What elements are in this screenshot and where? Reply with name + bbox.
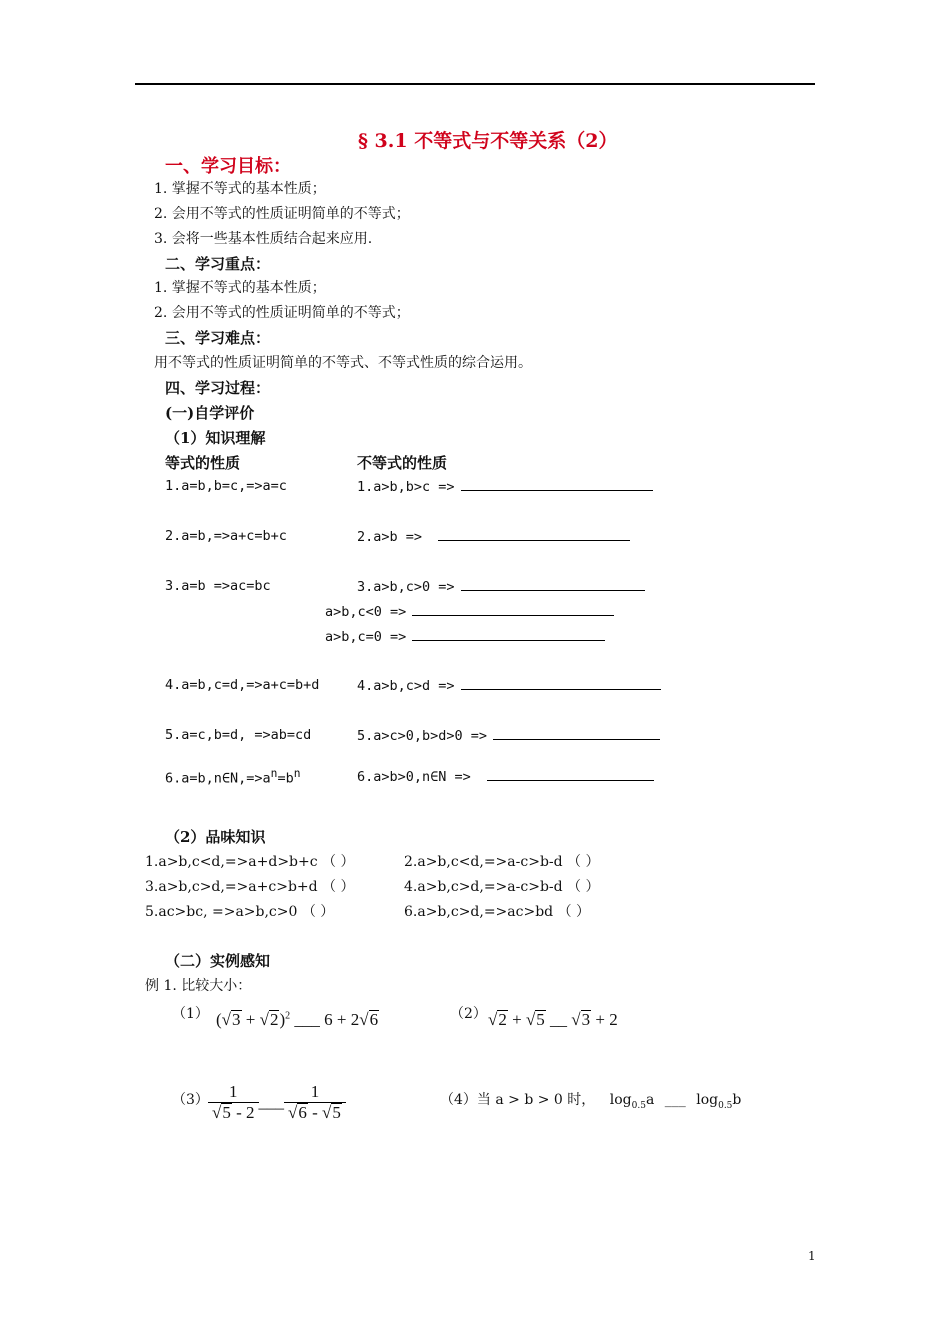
inequality-property: 6.a>b>0,n∈N => <box>357 768 654 785</box>
focus-item: 2. 会用不等式的性质证明简单的不等式； <box>154 305 410 321</box>
answer-blank[interactable] <box>438 528 630 541</box>
inequality-property: 4.a>b,c>d => <box>357 677 661 694</box>
subheading-self-eval: (一)自学评价 <box>165 404 255 422</box>
subheading-examples: （二）实例感知 <box>165 952 271 970</box>
answer-blank[interactable] <box>461 578 645 591</box>
equality-property: 1.a=b,b=c,=>a=c <box>165 478 287 494</box>
header-rule <box>135 83 815 85</box>
section-heading-goals: 一、学习目标： <box>165 156 291 177</box>
example-label: 例 1. 比较大小： <box>145 978 252 994</box>
subheading-knowledge: （1）知识理解 <box>165 429 266 447</box>
answer-blank[interactable] <box>487 768 654 781</box>
judge-item: 3.a>b,c>d,=>a+c>b+d （ ） <box>145 879 355 895</box>
page-title: § 3.1 不等式与不等关系（2） <box>358 130 618 152</box>
answer-blank[interactable] <box>461 677 661 690</box>
answer-blank[interactable] <box>412 603 614 616</box>
section-heading-focus: 二、学习重点： <box>165 255 271 273</box>
inequality-property: a>b,c<0 => <box>325 603 614 620</box>
inequality-property: 5.a>c>0,b>d>0 => <box>357 727 660 744</box>
problem-4-text: （4）当 a > b > 0 时， $\log_{0.5}a$ ___ $\log_{0.5}b$ <box>440 1092 742 1111</box>
goal-item: 2. 会用不等式的性质证明简单的不等式； <box>154 206 410 222</box>
answer-blank[interactable] <box>461 478 653 491</box>
equality-property: 2.a=b,=>a+c=b+c <box>165 528 287 544</box>
section-heading-difficulty: 三、学习难点： <box>165 329 271 347</box>
inequality-property: a>b,c=0 => <box>325 628 605 645</box>
compare-expression-1: $(√3 + √2)^2$ ___ 6 + 2√6 <box>216 1010 379 1029</box>
goal-item: 3. 会将一些基本性质结合起来应用. <box>154 231 373 247</box>
focus-item: 1. 掌握不等式的基本性质； <box>154 280 326 296</box>
judge-item: 1.a>b,c<d,=>a+d>b+c （ ） <box>145 854 355 870</box>
inequality-property: 2.a>b => <box>357 528 630 545</box>
problem-number: （3） <box>172 1092 209 1108</box>
column-heading-equality: 等式的性质 <box>165 454 241 472</box>
inequality-property: 3.a>b,c>0 => <box>357 578 645 595</box>
answer-blank[interactable] <box>412 628 605 641</box>
judge-item: 5.ac>bc, =>a>b,c>0 （ ） <box>145 904 335 920</box>
column-heading-inequality: 不等式的性质 <box>357 454 448 472</box>
judge-item: 2.a>b,c<d,=>a-c>b-d （ ） <box>404 854 600 870</box>
judge-item: 4.a>b,c>d,=>a-c>b-d （ ） <box>404 879 600 895</box>
equality-property: 4.a=b,c=d,=>a+c=b+d <box>165 677 320 693</box>
problem-number: （2） <box>450 1006 487 1022</box>
goal-item: 1. 掌握不等式的基本性质； <box>154 181 326 197</box>
compare-expression-2: √2 + √5 __ √3 + 2 <box>488 1010 618 1029</box>
judge-item: 6.a>b,c>d,=>ac>bd （ ） <box>404 904 591 920</box>
answer-blank[interactable] <box>493 727 660 740</box>
section-heading-process: 四、学习过程： <box>165 379 271 397</box>
problem-number: （1） <box>172 1006 209 1022</box>
equality-property: 3.a=b =>ac=bc <box>165 578 271 594</box>
inequality-property: 1.a>b,b>c => <box>357 478 653 495</box>
equality-property: 5.a=c,b=d, =>ab=cd <box>165 727 312 743</box>
difficulty-text: 用不等式的性质证明简单的不等式、不等式性质的综合运用。 <box>154 355 532 371</box>
equality-property: $6.a=b,n\in N,=>a^n=b^n$ <box>165 767 301 787</box>
page-number: 1 <box>808 1249 816 1263</box>
compare-expression-3: $\frac{1}{√5 - 2}$ ___ $\frac{1}{√6 - √5}$ <box>208 1082 346 1123</box>
subheading-taste-knowledge: （2）品味知识 <box>165 828 266 846</box>
